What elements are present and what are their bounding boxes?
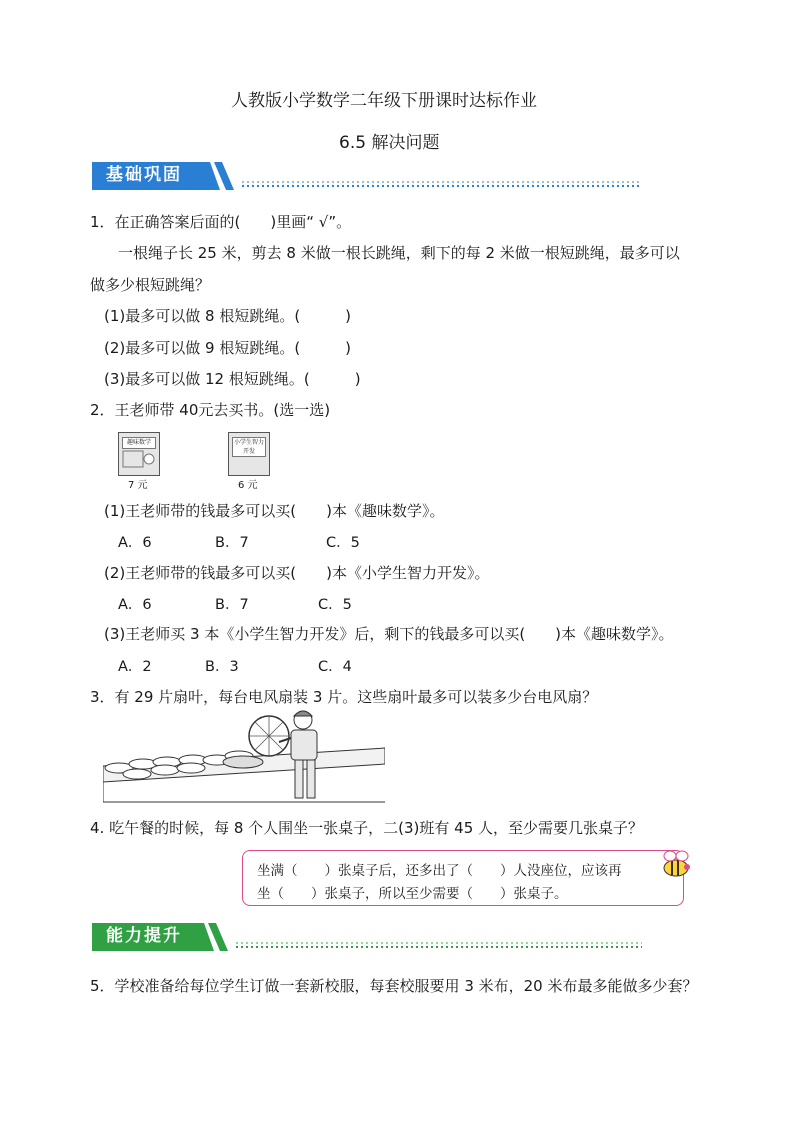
q2-sub1-choice-c: C．5 [326, 535, 360, 551]
q3-stem: 3．有 29 片扇叶，每台电风扇装 3 片。这些扇叶最多可以装多少台电风扇？ [90, 688, 598, 706]
q4-hint-line1: 坐满（ ）张桌子后，还多出了（ ）人没座位，应该再 [257, 863, 622, 879]
section-title-basic: 基础巩固 [106, 165, 182, 185]
q1-text-line1: 一根绳子长 25 米，剪去 8 米做一根长跳绳，剩下的每 2 米做一根短跳绳，最多可以 [118, 244, 680, 262]
q2-sub1: (1)王老师带的钱最多可以买( )本《趣味数学》。 [104, 502, 445, 520]
q4-hint-box [242, 850, 684, 906]
q1-stem: 1．在正确答案后面的( )里画“ √”。 [90, 213, 352, 231]
q4-hint-line2: 坐（ ）张桌子，所以至少需要（ ）张桌子。 [257, 886, 568, 902]
q2-sub3: (3)王老师买 3 本《小学生智力开发》后，剩下的钱最多可以买( )本《趣味数学》。 [104, 625, 674, 643]
q2-sub3-choice-c: C．4 [318, 659, 352, 675]
book-brain-dev [228, 432, 270, 476]
section-banner-basic [92, 160, 642, 192]
book-cover-art [119, 433, 159, 475]
q1-option-1: (1)最多可以做 8 根短跳绳。( ) [104, 307, 352, 325]
section-title-advanced: 能力提升 [106, 926, 182, 946]
book-price-1: 7 元 [128, 480, 148, 491]
q2-sub2-choice-a: A．6 [118, 597, 152, 613]
q2-sub2-choice-c: C．5 [318, 597, 352, 613]
q1-text-line2: 做多少根短跳绳？ [90, 276, 211, 294]
q2-sub2: (2)王老师带的钱最多可以买( )本《小学生智力开发》。 [104, 564, 490, 582]
q2-sub3-choice-b: B．3 [205, 659, 239, 675]
q1-option-3: (3)最多可以做 12 根短跳绳。( ) [104, 370, 361, 388]
q5-stem: 5．学校准备给每位学生订做一套新校服，每套校服要用 3 米布，20 米布最多能做多少套？ [90, 977, 698, 995]
bee-icon [658, 846, 694, 882]
q2-sub1-choice-a: A．6 [118, 535, 152, 551]
page-title: 人教版小学数学二年级下册课时达标作业 [231, 91, 537, 111]
q4-stem: 4. 吃午餐的时候，每 8 个人围坐一张桌子，二(3)班有 45 人，至少需要几张桌子？ [90, 819, 644, 837]
page-subtitle: 6.5 解决问题 [339, 133, 440, 153]
q2-sub1-choice-b: B．7 [215, 535, 249, 551]
q2-sub3-choice-a: A．2 [118, 659, 152, 675]
book-price-2: 6 元 [238, 480, 258, 491]
fan-assembly-illustration [103, 708, 385, 806]
q2-sub2-choice-b: B．7 [215, 597, 249, 613]
q2-stem: 2．王老师带 40元去买书。(选一选) [90, 401, 331, 419]
book-math-fun [118, 432, 160, 476]
section-banner-advanced [92, 921, 642, 953]
q1-option-2: (2)最多可以做 9 根短跳绳。( ) [104, 339, 352, 357]
book-label-2: 小学生智力开发 [233, 439, 264, 455]
book-label-1: 趣味数学 [122, 437, 156, 449]
